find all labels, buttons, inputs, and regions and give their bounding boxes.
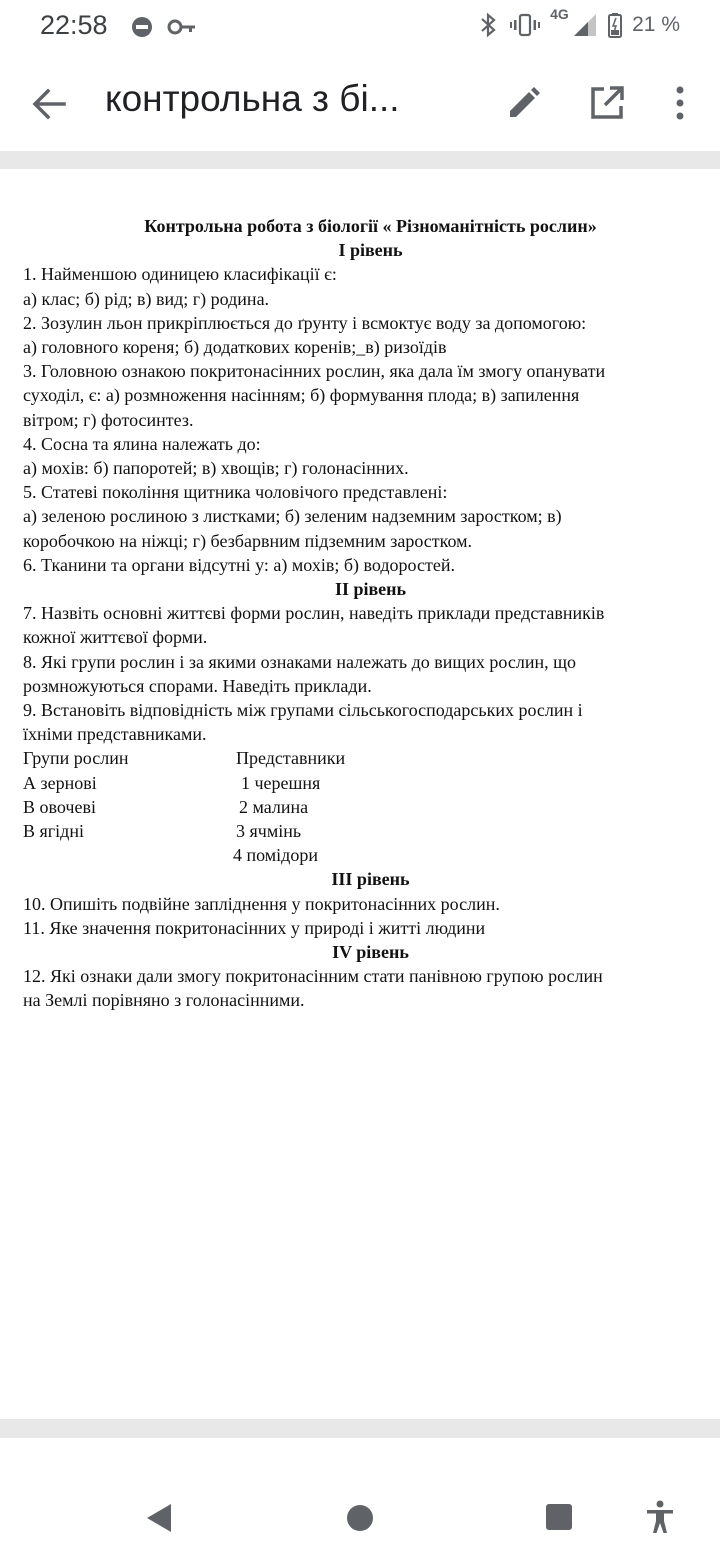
doc-title: Контрольна робота з біології « Різноманітність рослин» <box>144 216 597 236</box>
table-row <box>23 771 718 795</box>
more-vert-icon[interactable] <box>670 84 690 122</box>
question-7-line-2: кожної життєвої форми. <box>23 627 208 648</box>
document-viewer[interactable] <box>0 151 720 1438</box>
table-row <box>23 746 718 770</box>
table-group: А зернові <box>23 772 97 793</box>
status-left-icons <box>130 14 210 47</box>
answers-4: а) мохів: б) папоротей; в) хвощів; г) голонасінних. <box>23 458 409 479</box>
accessibility-icon[interactable] <box>645 1499 675 1535</box>
question-8-line-1: 8. Які групи рослин і за якими ознаками належать до вищих рослин, що <box>23 651 576 672</box>
app-bar <box>0 56 720 151</box>
question-6: 6. Тканини та органи відсутні у: а) мохів; б) водоростей. <box>23 554 455 575</box>
answers-2: а) головного кореня; б) додаткових коренів;_в) ризоїдів <box>23 337 447 358</box>
bluetooth-icon <box>478 12 500 38</box>
question-5-line-3: коробочкою на ніжці; г) безбарвним підземним заростком. <box>23 530 473 551</box>
question-1: 1. Найменшою одиницею класифікації є: <box>23 264 337 285</box>
question-12-line-2: на Землі порівняно з голонасінними. <box>23 990 305 1011</box>
signal-icon <box>572 12 598 38</box>
question-3-line-3: вітром; г) фотосинтез. <box>23 409 194 430</box>
question-4: 4. Сосна та ялина належать до: <box>23 433 261 454</box>
question-5: 5. Статеві покоління щитника чоловічого представлені: <box>23 482 448 503</box>
status-right <box>478 6 680 38</box>
answers-1: а) клас; б) рід; в) вид; г) родина. <box>23 288 270 309</box>
document-title: контрольна з бі... <box>105 78 400 119</box>
vibrate-icon <box>510 12 540 38</box>
table-row <box>23 795 718 819</box>
table-row <box>23 843 718 867</box>
table-representative: 2 малина <box>239 796 309 817</box>
question-12-line-1: 12. Які ознаки дали змогу покритонасінним стати панівною групою рослин <box>23 966 603 987</box>
nav-recents-icon[interactable] <box>545 1503 573 1531</box>
do-not-disturb-icon <box>130 14 210 42</box>
table-header-groups: Групи рослин <box>23 748 129 769</box>
question-2: 2. Зозулин льон прикріплюється до ґрунту і всмоктує воду за допомогою: <box>23 312 587 333</box>
table-group: В ягідні <box>23 821 84 842</box>
vpn-key-icon <box>169 21 195 33</box>
signal-indicator <box>550 6 598 38</box>
table-representative: 1 черешня <box>241 772 321 793</box>
table-header-representatives: Представники <box>236 748 346 769</box>
battery-icon <box>608 12 622 38</box>
question-11: 11. Яке значення покритонасінних у природі і житті людини <box>23 917 486 938</box>
question-9-line-1: 9. Встановіть відповідність між групами сільськогосподарських рослин і <box>23 700 583 721</box>
status-bar <box>0 0 720 56</box>
question-3-line-1: 3. Головною ознакою покритонасінних рослин, яка дала їм змогу опанувати <box>23 361 606 382</box>
battery-percent: 21 % <box>632 13 680 36</box>
table-group: В овочеві <box>23 796 96 817</box>
nav-back-icon[interactable] <box>145 1502 173 1534</box>
question-3-line-2: суходіл, є: а) розмноження насінням; б) формування плода; в) запилення <box>23 385 580 406</box>
document-body <box>23 214 718 1013</box>
level-heading: III рівень <box>331 869 410 890</box>
open-external-icon[interactable] <box>588 84 626 122</box>
nav-home-icon[interactable] <box>345 1503 375 1533</box>
level-heading: II рівень <box>334 579 407 600</box>
network-type: 4G <box>550 6 569 22</box>
navigation-bar <box>0 1472 720 1560</box>
question-7-line-1: 7. Назвіть основні життєві форми рослин, наведіть приклади представників <box>23 603 605 624</box>
document-page <box>0 169 720 1419</box>
question-10: 10. Опишіть подвійне запліднення у покритонасінних рослин. <box>23 893 500 914</box>
edit-pencil-icon[interactable] <box>505 84 543 122</box>
question-5-line-2: а) зеленою рослиною з листками; б) зеленим надземним заростком; в) <box>23 506 562 527</box>
table-representative: 3 ячмінь <box>236 821 302 842</box>
table-representative: 4 помідори <box>233 845 318 866</box>
level-heading: IV рівень <box>332 942 409 963</box>
level-heading: I рівень <box>338 240 403 261</box>
status-time: 22:58 <box>40 10 108 40</box>
table-row <box>23 819 718 843</box>
back-arrow-icon[interactable] <box>30 84 70 124</box>
question-8-line-2: розмножуються спорами. Наведіть приклади. <box>23 675 372 696</box>
question-9-line-2: їхніми представниками. <box>23 724 207 745</box>
